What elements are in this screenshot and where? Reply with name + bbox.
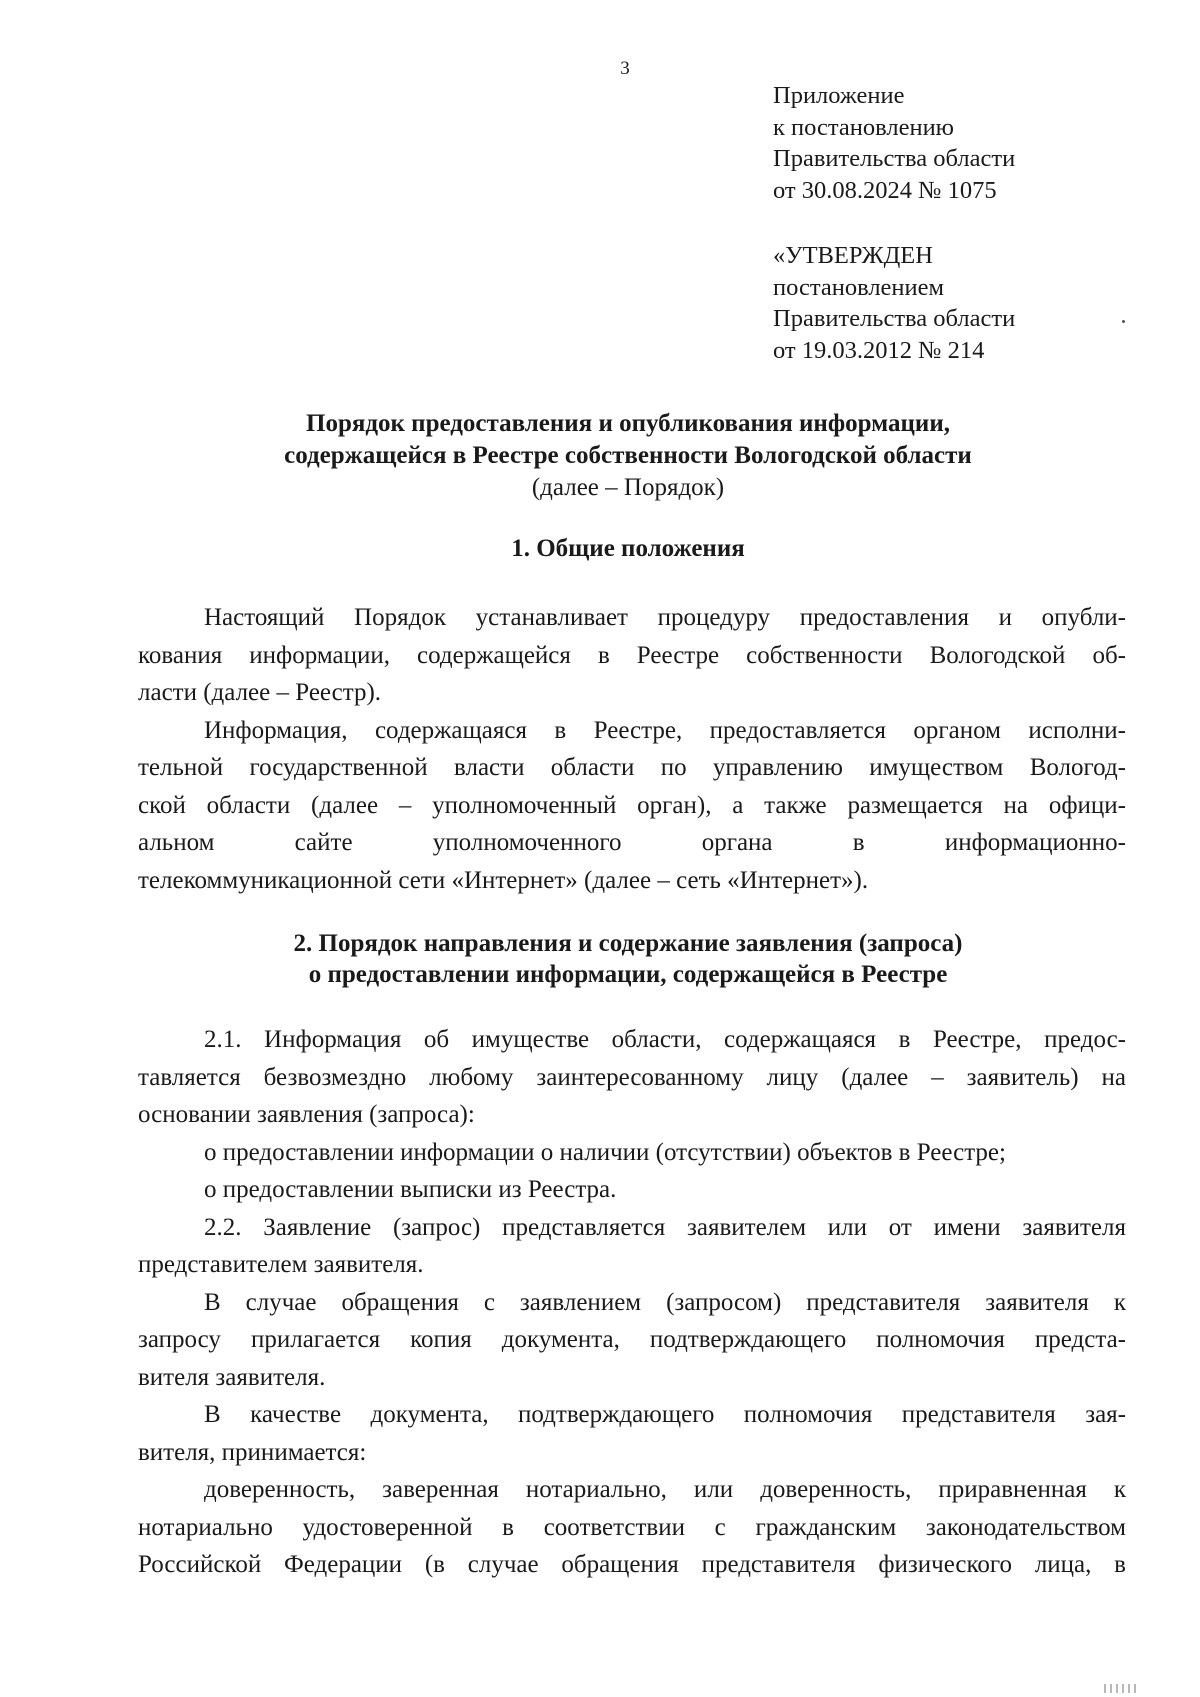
document-subtitle: (далее – Порядок) [531,474,725,501]
approved-line: «УТВЕРЖДЕН [773,242,933,269]
heading-line: о предоставлении информации, содержащейся в Реестре [308,961,948,988]
paragraph-line: альном сайте уполномоченного органа в информационно- [138,829,1126,856]
document-title [0,408,1200,472]
title-line: содержащейся в Реестре собственности Вологодской области [284,442,972,469]
annex-line: Приложение [773,82,905,109]
title-line: Порядок предоставления и опубликования информации, [306,410,950,437]
scan-artifact [1104,1684,1136,1693]
paragraph-line: тельной государственной власти области по управлению имуществом Вологод- [138,754,1126,781]
paragraph-line: В качестве документа, подтверждающего полномочия представителя зая- [204,1401,1126,1428]
paragraph-line: ласти (далее – Реестр). [138,679,382,706]
list-item: о предоставлении информации о наличии (отсутствии) объектов в Реестре; [204,1138,1006,1166]
section2-body [138,1021,1126,1584]
scan-dot [1122,320,1125,323]
paragraph-line: запросу прилагается копия документа, подтверждающего полномочия предста- [138,1326,1126,1353]
paragraph-line: ской области (далее – уполномоченный орган), а также размещается на офици- [138,791,1126,819]
annex-line: к постановлению [773,113,954,141]
paragraph-line: представителем заявителя. [138,1251,424,1278]
paragraph-line: вителя, принимается: [138,1438,367,1466]
paragraph-line: доверенность, заверенная нотариально, или доверенность, приравненная к [204,1476,1126,1503]
paragraph-line: телекоммуникационной сети «Интернет» (далее – сеть «Интернет»). [138,866,869,894]
approved-line: постановлением [773,273,945,301]
section1-body [138,599,1126,899]
paragraph-line: кования информации, содержащейся в Реестре собственности Вологодской об- [138,641,1126,669]
paragraph-line: 2.1. Информация об имуществе области, содержащаяся в Реестре, предос- [204,1026,1126,1053]
approved-line: Правительства области [773,305,1016,332]
approved-line: от 19.03.2012 № 214 [773,336,985,364]
paragraph-line: тавляется безвозмездно любому заинтересованному лицу (далее – заявитель) на [138,1063,1126,1091]
paragraph-line: нотариально удостоверенной в соответствии с гражданским законодательством [138,1513,1126,1541]
paragraph-line: В случае обращения с заявлением (запросом) представителя заявителя к [204,1288,1126,1316]
paragraph-line: Российской Федерации (в случае обращения представителя физического лица, в [138,1551,1126,1578]
list-item: о предоставлении выписки из Реестра. [204,1176,617,1203]
paragraph-line: Настоящий Порядок устанавливает процедуру предоставления и опубли- [204,604,1126,631]
page-number: 3 [620,58,630,79]
heading-line: 2. Порядок направления и содержание заявления (запроса) [293,930,963,957]
annex-block [773,80,1015,206]
section2-heading [0,928,1200,990]
paragraph-line: Информация, содержащаяся в Реестре, предоставляется органом исполни- [204,716,1126,744]
annex-line: от 30.08.2024 № 1075 [773,176,997,204]
section1-heading: 1. Общие положения [511,535,745,562]
paragraph-line: вителя заявителя. [138,1363,326,1391]
annex-line: Правительства области [773,145,1016,172]
approved-block [773,240,1015,366]
paragraph-line: 2.2. Заявление (запрос) представляется заявителем или от имени заявителя [204,1213,1126,1241]
paragraph-line: основании заявления (запроса): [138,1101,475,1128]
